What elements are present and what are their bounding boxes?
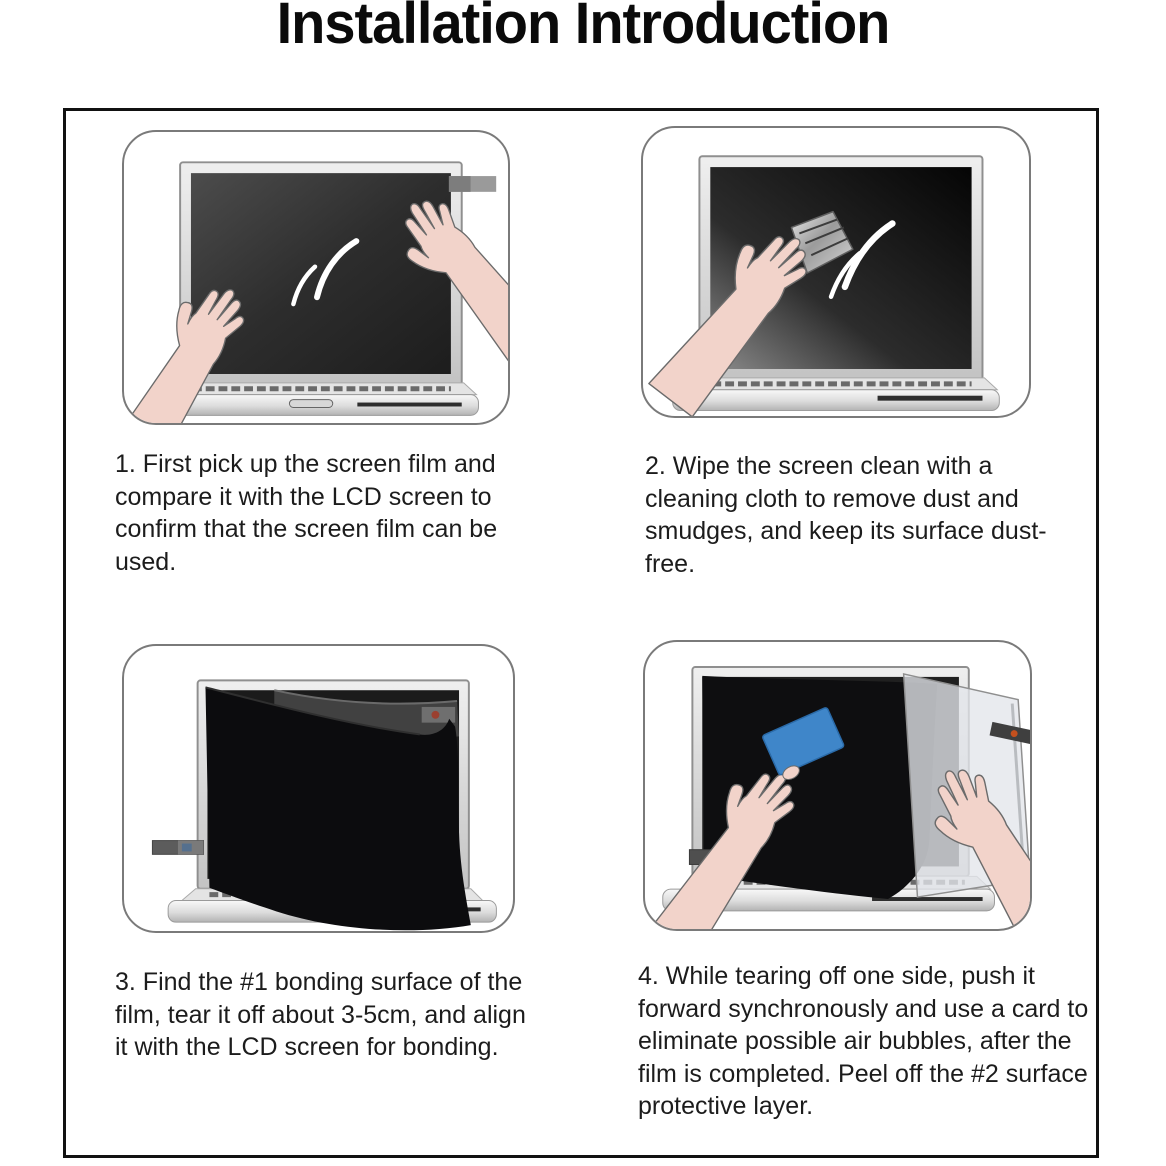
content-frame xyxy=(63,108,1099,1158)
step2-caption: 2. Wipe the screen clean with a cleaning cloth to remove dust and smudges, and keep its surface dust-free. xyxy=(645,452,1047,578)
drive-slot xyxy=(357,403,461,407)
step1-caption: 1. First pick up the screen film and compare it with the LCD screen to confirm that the screen film can be used. xyxy=(115,450,498,576)
laptop-compare-film-illustration xyxy=(124,132,508,423)
step1-illustration-panel xyxy=(122,130,510,425)
page-title: Installation Introduction xyxy=(276,0,890,56)
step3-illustration-panel xyxy=(122,644,515,933)
film-pull-tab xyxy=(152,841,203,855)
step3-caption: 3. Find the #1 bonding surface of the film, tear it off about 3-5cm, and align it with the LCD screen for bonding. xyxy=(115,968,526,1061)
step4-caption: 4. While tearing off one side, push it forward synchronously and use a card to eliminate possible air bubbles, after the film is completed. Peel off the #2 surface protective layer. xyxy=(638,962,1089,1120)
step4-illustration-panel xyxy=(643,640,1032,931)
laptop-film-bonding-illustration xyxy=(124,646,513,931)
step2-illustration-panel xyxy=(641,126,1031,418)
drive-slot xyxy=(878,396,983,401)
laptop-wipe-screen-illustration xyxy=(643,128,1029,416)
laptop-screen xyxy=(191,173,451,374)
tab-number-mark xyxy=(432,711,440,719)
laptop-card-peel-illustration xyxy=(645,642,1030,929)
film-tab-inner xyxy=(449,176,471,192)
latch-button xyxy=(289,400,332,408)
